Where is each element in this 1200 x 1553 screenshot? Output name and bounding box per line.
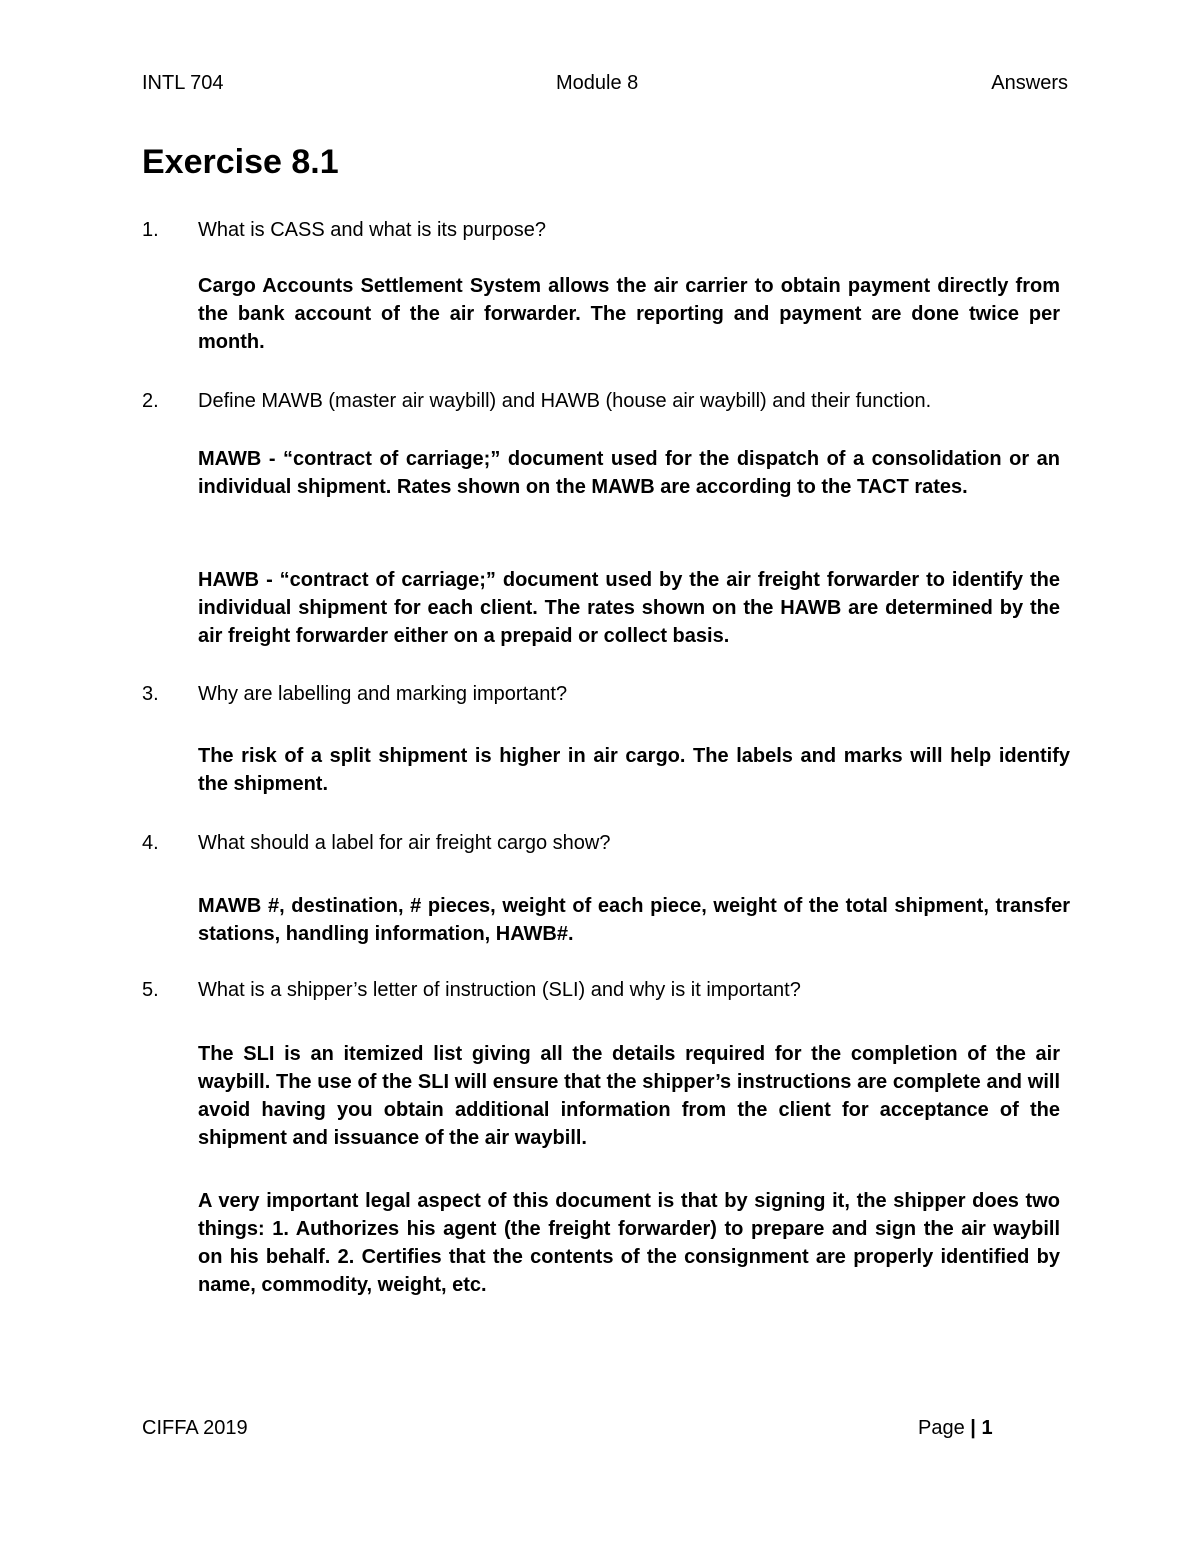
page-number: 1 xyxy=(981,1417,993,1439)
answer-2-mawb: MAWB - “contract of carriage;” document used for the dispatch of a consolidation or an individual shipment. Rates shown on the MAWB are according to the TACT rates. xyxy=(198,448,1060,498)
question-text: Why are labelling and marking important? xyxy=(198,683,568,705)
page-title: Exercise 8.1 xyxy=(142,143,339,181)
question-number: 3. xyxy=(142,683,159,705)
answer-2-hawb: HAWB - “contract of carriage;” document used by the air freight forwarder to identify the individual shipment for each client. The rates shown on the HAWB are determined by the air freight forwarder either on a prepaid or collect basis. xyxy=(198,569,1060,647)
question-4 xyxy=(142,830,1072,857)
question-number: 1. xyxy=(142,219,159,241)
header-course: INTL 704 xyxy=(142,72,224,94)
footer-org: CIFFA 2019 xyxy=(142,1417,248,1439)
question-number: 4. xyxy=(142,832,159,854)
question-3 xyxy=(142,681,1072,708)
question-text: What is CASS and what is its purpose? xyxy=(198,219,546,241)
question-number: 2. xyxy=(142,390,159,412)
question-2 xyxy=(142,388,1072,415)
question-text: Define MAWB (master air waybill) and HAWB (house air waybill) and their function. xyxy=(198,390,932,412)
footer-page-number xyxy=(918,1415,993,1441)
page-label: Page xyxy=(918,1417,965,1439)
answer-3: The risk of a split shipment is higher in air cargo. The labels and marks will help identify the shipment. xyxy=(198,745,1070,795)
page-separator: | xyxy=(970,1417,976,1439)
answer-4: MAWB #, destination, # pieces, weight of each piece, weight of the total shipment, transfer stations, handling information, HAWB#. xyxy=(198,895,1070,945)
answer-5-definition: The SLI is an itemized list giving all the details required for the completion of the air waybill. The use of the SLI will ensure that the shipper’s instructions are complete and will avoid having you obtain additional information from the client for acceptance of the shipment and issuance of the air waybill. xyxy=(198,1043,1060,1149)
answer-1: Cargo Accounts Settlement System allows the air carrier to obtain payment directly from the bank account of the air forwarder. The reporting and payment are done twice per month. xyxy=(198,275,1060,353)
question-number: 5. xyxy=(142,979,159,1001)
question-text: What should a label for air freight cargo show? xyxy=(198,832,611,854)
question-5 xyxy=(142,977,1072,1004)
header-section: Answers xyxy=(991,72,1068,94)
answer-5-legal-aspect: A very important legal aspect of this document is that by signing it, the shipper does two things: 1. Authorizes his agent (the freight forwarder) to prepare and sign the air waybill on his behalf. 2. Certifies that the contents of the consignment are properly identified by name, commodity, weight, etc. xyxy=(198,1190,1060,1296)
question-text: What is a shipper’s letter of instruction (SLI) and why is it important? xyxy=(198,979,801,1001)
question-1 xyxy=(142,217,1072,244)
header-module: Module 8 xyxy=(556,72,639,94)
